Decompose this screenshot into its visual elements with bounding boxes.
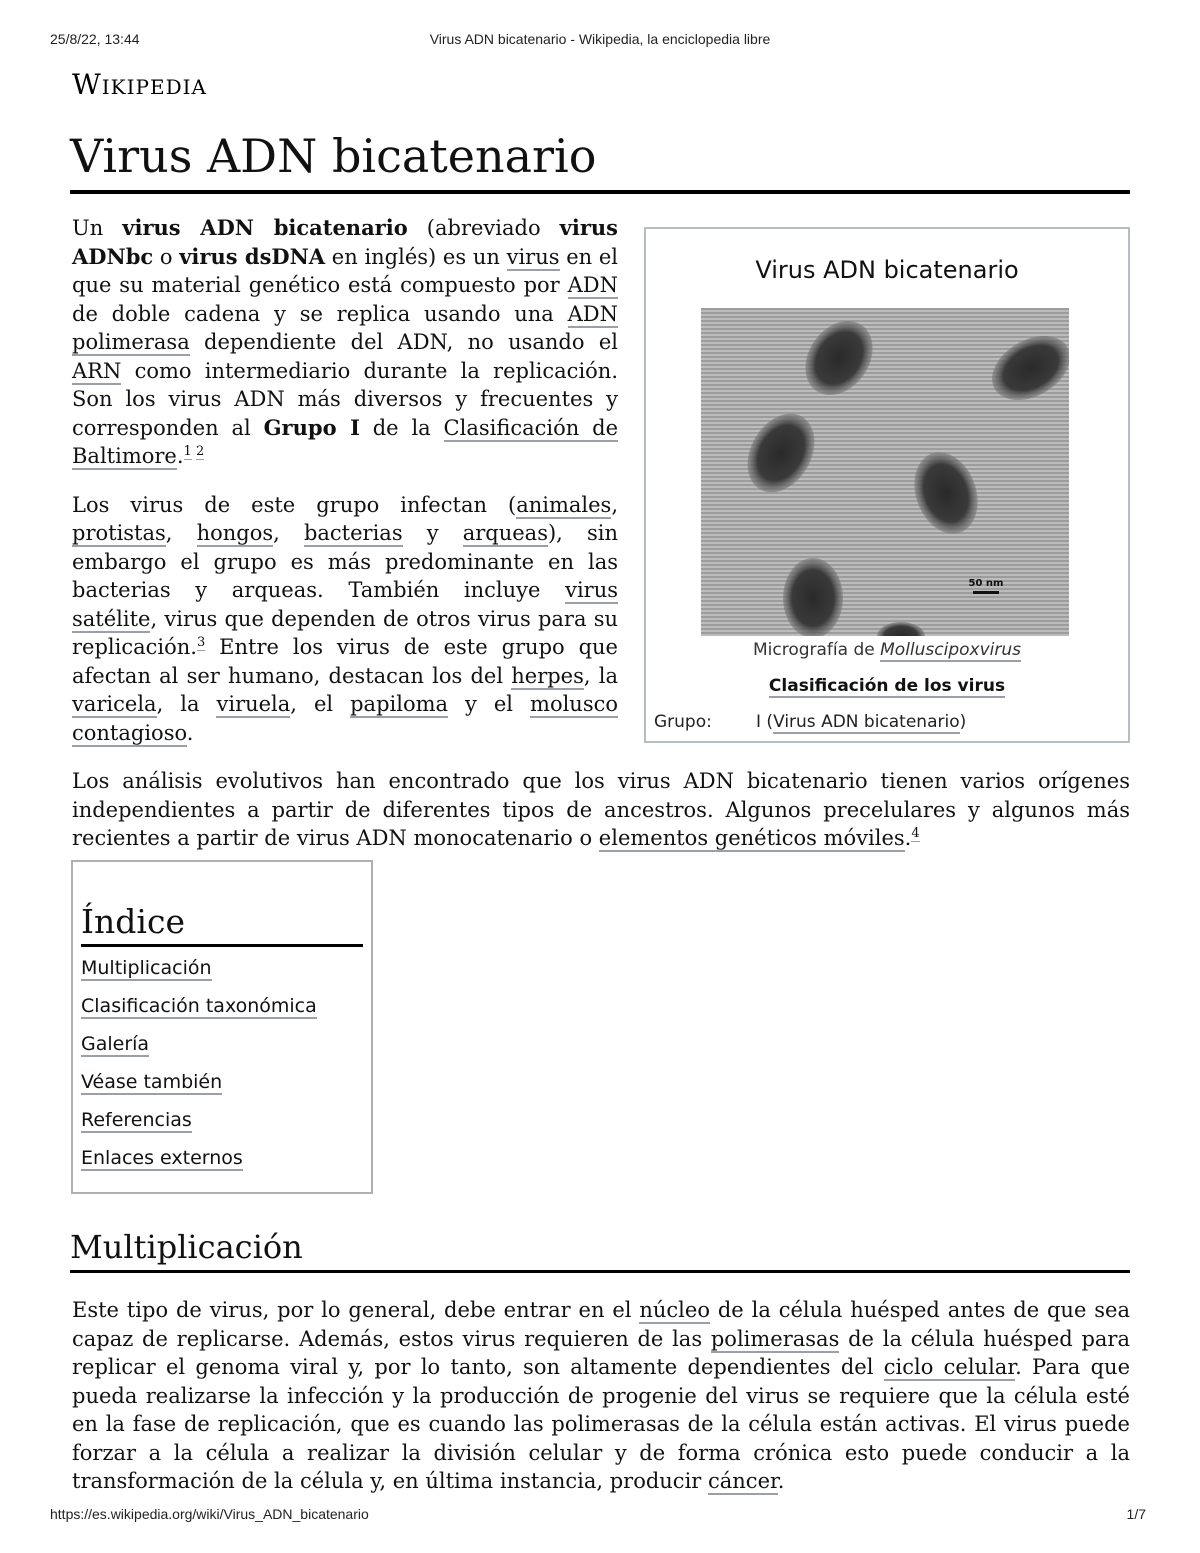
text: dependiente del ADN, no usando el <box>189 330 618 354</box>
link-herpes[interactable]: herpes <box>511 663 584 688</box>
micrograph-image[interactable] <box>701 308 1069 636</box>
micrograph-drawing <box>701 308 1069 636</box>
text: . <box>904 826 912 850</box>
print-tab-title: Virus ADN bicatenario - Wikipedia, la enciclopedia libre <box>429 31 771 47</box>
text: Entre los virus de este grupo que afectan al ser humano, destacan los del <box>72 635 618 688</box>
text: . <box>186 720 194 745</box>
toc-link-referencias[interactable]: Referencias <box>81 1109 192 1131</box>
link-cancer[interactable]: cáncer <box>708 1469 778 1493</box>
text: Los virus de este grupo infectan ( <box>72 492 517 517</box>
text: Este tipo de virus, por lo general, debe entrar en el <box>72 1298 640 1322</box>
toc-item <box>81 1109 363 1131</box>
infobox-classification-header <box>646 675 1128 697</box>
group-value-prefix: I ( <box>756 712 774 732</box>
virion <box>791 308 886 408</box>
virion <box>877 622 925 636</box>
toc-link-enlaces-externos[interactable]: Enlaces externos <box>81 1147 243 1169</box>
virion <box>903 443 988 542</box>
text: . Para que pueda realizarse la infección y la producción de progenie del virus se requiere que la célula esté en la fase de replicación, que es cuando las polimerasas de la célula están activas. El virus puede forzar a la célula a realizar la división celular y de forma crónica esto puede conducir a la transformación de la célula y, en última instancia, producir <box>72 1355 1131 1493</box>
group-label: Grupo: <box>654 712 712 732</box>
toc-item <box>81 1033 363 1055</box>
virion <box>783 558 843 636</box>
print-page-number: 1/7 <box>1126 1506 1146 1522</box>
text: , <box>273 521 304 545</box>
infobox <box>644 227 1130 743</box>
text: de la <box>359 415 444 440</box>
link-arqueas[interactable]: arqueas <box>462 521 548 545</box>
text: , <box>165 521 197 545</box>
citation-link-3[interactable]: 3 <box>196 635 206 650</box>
citation <box>911 826 919 842</box>
link-elementos-geneticos-moviles[interactable]: elementos genéticos móviles <box>598 826 905 850</box>
virion <box>981 323 1069 413</box>
text: como intermediario durante la replicación. Son los virus ADN más diversos y frecuentes y corresponden al <box>72 358 618 440</box>
text: y el <box>448 692 531 716</box>
wikipedia-logo[interactable]: Wikipedia <box>72 68 207 101</box>
link-protistas[interactable]: protistas <box>72 521 166 545</box>
link-bacterias[interactable]: bacterias <box>303 521 403 545</box>
link-molusco-contagioso[interactable]: molusco contagioso <box>72 692 619 745</box>
toc-link-vease-tambien[interactable]: Véase también <box>81 1071 223 1093</box>
text: , virus que dependen de otros virus para su replicación. <box>72 606 618 659</box>
text: , el <box>290 692 351 716</box>
toc-link-multiplicacion[interactable]: Multiplicación <box>81 957 212 979</box>
bold-term: virus ADNbc <box>72 215 618 269</box>
bold-term: Grupo I <box>263 414 360 440</box>
text: (abreviado <box>407 216 560 240</box>
text: de la célula huésped para replicar el genoma viral y, por lo tanto, son altamente dependientes del <box>72 1326 1130 1379</box>
table-of-contents <box>71 860 373 1194</box>
link-polimerasas[interactable]: polimerasas <box>710 1326 840 1351</box>
text: en el que su material genético está compuesto por <box>72 244 618 297</box>
text: ), sin embargo el grupo es más predominante en las bacterias y arqueas. También incluye <box>72 521 618 602</box>
infobox-caption <box>646 639 1128 661</box>
citation <box>184 444 205 460</box>
group-value-suffix: ) <box>959 712 967 732</box>
link-varicela[interactable]: varicela <box>72 692 157 716</box>
link-adn-polimerasa[interactable]: ADN polimerasa <box>72 301 618 354</box>
section-paragraph <box>72 1296 1130 1496</box>
text: , <box>611 492 618 517</box>
text: , la <box>156 692 217 716</box>
link-nucleo[interactable]: núcleo <box>639 1298 710 1322</box>
toc-title: Índice <box>81 902 363 947</box>
scale-label: 50 nm <box>968 578 1004 589</box>
text: Los análisis evolutivos han encontrado que los virus ADN bicatenario tienen varios orígenes independientes a partir de diferentes tipos de ancestros. Algunos precelulares y algunos más recientes a partir de virus ADN monocatenario o <box>72 769 1130 850</box>
citation <box>197 635 205 651</box>
virion <box>734 402 828 505</box>
text: Un <box>72 216 123 240</box>
bold-term: virus ADN bicatenario <box>122 215 408 240</box>
toc-item <box>81 995 363 1017</box>
toc-link-clasificacion-taxonomica[interactable]: Clasificación taxonómica <box>81 995 317 1017</box>
toc-list <box>81 957 363 1169</box>
caption-taxon-link[interactable]: Molluscipoxvirus <box>880 640 1021 660</box>
bold-term: virus dsDNA <box>179 243 326 269</box>
citation-link-4[interactable]: 4 <box>911 826 920 841</box>
caption-prefix: Micrografía de <box>752 640 881 660</box>
text: , la <box>583 663 618 688</box>
toc-item <box>81 1147 363 1169</box>
toc-link-galeria[interactable]: Galería <box>81 1033 150 1055</box>
article-content <box>72 214 1130 873</box>
classification-link[interactable]: Clasificación de los virus <box>768 676 1006 696</box>
print-url: https://es.wikipedia.org/wiki/Virus_ADN_bicatenario <box>50 1506 369 1522</box>
toc-item <box>81 957 363 979</box>
citation-link-2[interactable]: 2 <box>195 444 205 459</box>
link-papiloma[interactable]: papiloma <box>350 692 449 716</box>
intro-paragraph-3 <box>72 767 1130 853</box>
text: de la célula huésped antes de que sea capaz de replicarse. Además, estos virus requieren de las <box>72 1298 1130 1351</box>
text: y <box>402 521 463 545</box>
link-viruela[interactable]: viruela <box>216 692 291 716</box>
group-value-link[interactable]: Virus ADN bicatenario <box>773 712 960 732</box>
section-body-multiplicacion <box>72 1296 1130 1496</box>
text: o <box>153 244 180 269</box>
text: . <box>176 444 184 468</box>
infobox-group-row <box>654 711 966 733</box>
scale-bar <box>973 591 999 594</box>
page-title: Virus ADN bicatenario <box>70 125 1130 194</box>
link-ciclo-celular[interactable]: ciclo celular <box>883 1355 1016 1379</box>
link-animales[interactable]: animales <box>516 492 612 517</box>
link-virus[interactable]: virus <box>506 244 560 269</box>
link-adn[interactable]: ADN <box>567 273 618 297</box>
citation-link-1[interactable]: 1 <box>183 444 192 459</box>
link-hongos[interactable]: hongos <box>196 521 274 545</box>
infobox-title: Virus ADN bicatenario <box>755 256 1019 284</box>
print-datetime: 25/8/22, 13:44 <box>50 31 140 47</box>
link-virus-satelite[interactable]: virus satélite <box>72 578 618 631</box>
text: . <box>777 1469 785 1493</box>
link-arn[interactable]: ARN <box>72 358 122 383</box>
section-title-multiplicacion: Multiplicación <box>70 1226 1130 1273</box>
text: en inglés) es un <box>325 244 507 269</box>
toc-item <box>81 1071 363 1093</box>
text: de doble cadena y se replica usando una <box>72 301 568 326</box>
link-clasificacion-baltimore[interactable]: Clasificación de Baltimore <box>72 415 618 468</box>
